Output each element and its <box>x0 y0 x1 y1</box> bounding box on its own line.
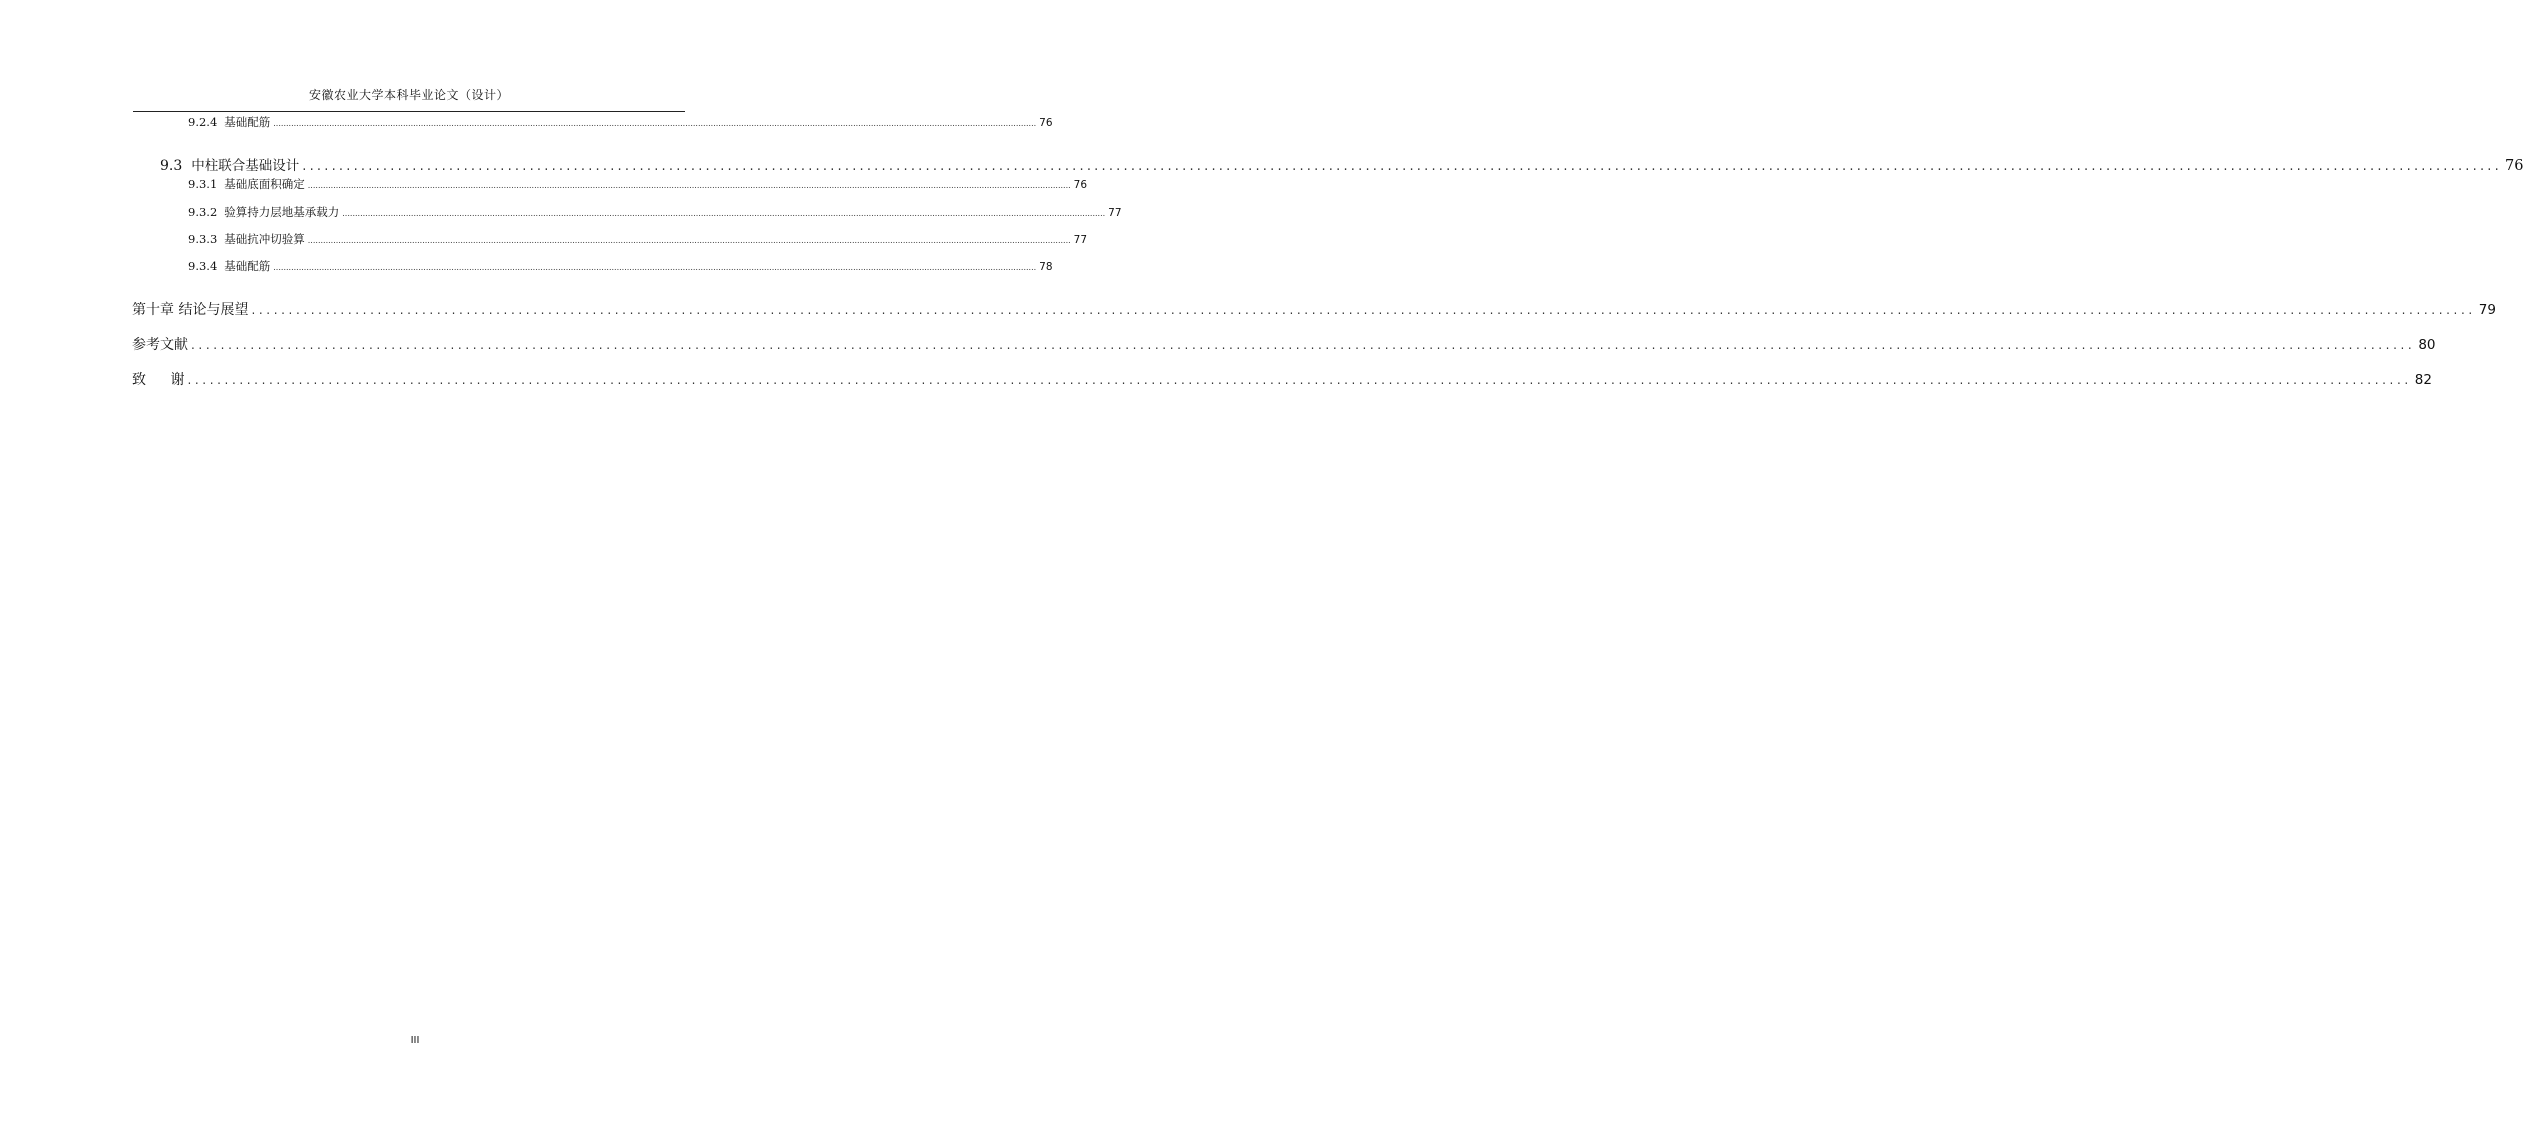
toc-entry-page: 78 <box>1039 261 1053 273</box>
toc-entry-title: 基础底面积确定 <box>224 177 305 191</box>
dot-leader: ............................................................................................................................................................................................................................................................................................................ <box>187 373 2412 387</box>
toc-entry-title: 基础配筋 <box>224 115 271 129</box>
toc-entry-number: 9.3.4 <box>188 259 218 273</box>
toc-entry-9-2-4[interactable] <box>188 114 1053 130</box>
toc-entry-number: 9.3.2 <box>188 205 218 219</box>
toc-entry-number: 9.3.3 <box>188 232 218 246</box>
toc-entry-acknowledgements[interactable] <box>132 369 2432 389</box>
toc-entry-title: 基础配筋 <box>224 259 271 273</box>
toc-entry-title: 致 谢 <box>132 372 185 388</box>
toc-entry-9-3[interactable] <box>160 154 2523 174</box>
toc-entry-page: 79 <box>2478 302 2496 318</box>
toc-entry-page: 80 <box>2418 337 2436 353</box>
running-header: 安徽农业大学本科毕业论文（设计） <box>308 88 509 102</box>
dot-leader: ............................................................................................................................................................................................................................................................................................................ <box>342 209 1106 218</box>
toc-entry-references[interactable] <box>132 334 2436 354</box>
dot-leader: ............................................................................................................................................................................................................................................................................................................ <box>191 338 2416 352</box>
toc-entry-page: 76 <box>1073 179 1088 191</box>
toc-entry-page: 77 <box>1073 234 1088 246</box>
dot-leader: ............................................................................................................................................................................................................................................................................................................ <box>251 303 2476 317</box>
toc-entry-number: 9.3 <box>160 158 183 174</box>
toc-entry-title: 验算持力层地基承载力 <box>224 205 340 219</box>
toc-entry-number: 9.3.1 <box>188 177 218 191</box>
dot-leader: ............................................................................................................................................................................................................................................................................................................ <box>302 159 2502 174</box>
dot-leader: ............................................................................................................................................................................................................................................................................................................ <box>273 119 1037 128</box>
dot-leader: ............................................................................................................................................................................................................................................................................................................ <box>307 181 1071 190</box>
dot-leader: ............................................................................................................................................................................................................................................................................................................ <box>273 263 1037 272</box>
toc-entry-page: 76 <box>1039 117 1053 129</box>
toc-entry-number: 9.2.4 <box>188 115 218 129</box>
toc-entry-page: 76 <box>2504 158 2523 174</box>
toc-entry-title: 参考文献 <box>132 337 188 353</box>
toc-entry-page: 82 <box>2414 372 2432 388</box>
toc-entry-9-3-4[interactable] <box>188 258 1053 274</box>
toc-entry-title: 第十章 结论与展望 <box>132 302 249 318</box>
toc-entry-chapter-10[interactable] <box>132 299 2496 319</box>
header-rule <box>133 111 685 112</box>
page-number: III <box>410 1035 420 1046</box>
toc-entry-9-3-2[interactable] <box>188 204 1122 220</box>
dot-leader: ............................................................................................................................................................................................................................................................................................................ <box>307 236 1071 245</box>
toc-entry-title: 基础抗冲切验算 <box>224 232 305 246</box>
toc-entry-9-3-3[interactable] <box>188 231 1088 247</box>
toc-entry-page: 77 <box>1108 207 1122 219</box>
toc-entry-9-3-1[interactable] <box>188 176 1088 192</box>
toc-entry-title: 中柱联合基础设计 <box>191 158 300 174</box>
